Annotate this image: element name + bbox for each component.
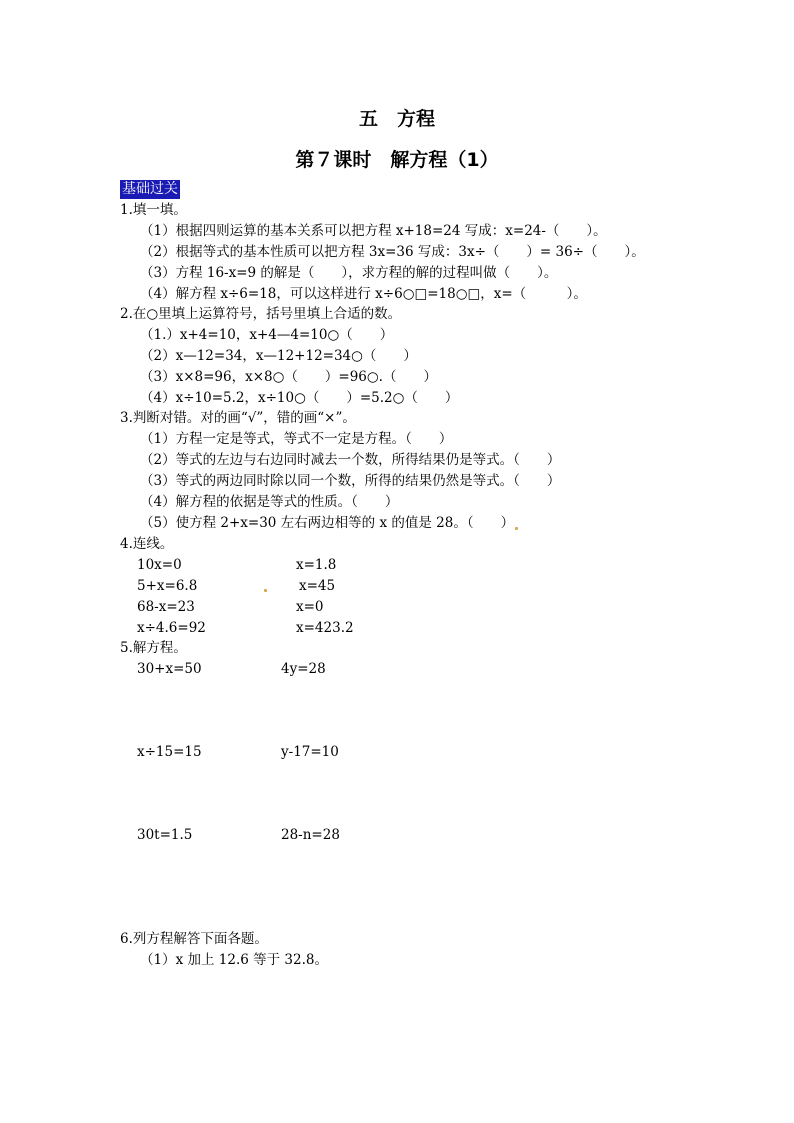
q3-title: 3.判断对错。对的画“√”，错的画“×”。 xyxy=(120,410,356,426)
q3-item: （4）解方程的依据是等式的性质。（ ） xyxy=(140,494,399,510)
q1-item: （3）方程 16-x=9 的解是（ ），求方程的解的过程叫做（ ）。 xyxy=(140,265,558,281)
q5-equation: 28-n=28 xyxy=(281,827,340,843)
q2-item: （1.）x+4=10，x+4—4=10○（ ） xyxy=(140,327,394,343)
q6-title: 6.列方程解答下面各题。 xyxy=(120,931,268,947)
q5-equation: 30+x=50 xyxy=(137,661,202,677)
q3-item: （2）等式的左边与右边同时减去一个数，所得结果仍是等式。（ ） xyxy=(140,452,561,468)
q6-item: （1）x 加上 12.6 等于 32.8。 xyxy=(140,952,328,968)
lesson-title: 第７课时 解方程（1） xyxy=(295,149,499,171)
q5-title: 5.解方程。 xyxy=(120,640,187,656)
section-badge: 基础过关 xyxy=(122,181,178,197)
q2-title: 2.在○里填上运算符号，括号里填上合适的数。 xyxy=(120,306,402,322)
q1-title: 1.填一填。 xyxy=(120,202,187,218)
q2-item: （3）x×8=96，x×8○（ ）=96○.（ ） xyxy=(140,369,437,385)
q4-right-item: x=0 xyxy=(296,599,324,615)
ink-mark xyxy=(515,527,518,530)
q4-right-item: x=1.8 xyxy=(296,557,337,573)
unit-title: 五 方程 xyxy=(358,108,435,130)
q3-item: （3）等式的两边同时除以同一个数，所得的结果仍然是等式。（ ） xyxy=(140,473,561,489)
q4-title: 4.连线。 xyxy=(120,536,174,552)
q3-item: （1）方程一定是等式，等式不一定是方程。（ ） xyxy=(140,431,453,447)
q1-item: （4）解方程 x÷6=18，可以这样进行 x÷6○□=18○□，x=（ ）。 xyxy=(140,286,587,302)
q2-item: （2）x—12=34，x—12+12=34○（ ） xyxy=(140,348,417,364)
q5-equation: x÷15=15 xyxy=(137,744,202,760)
q4-left-item: x÷4.6=92 xyxy=(137,620,206,636)
q4-left-item: 10x=0 xyxy=(137,557,182,573)
q4-right-item: x=423.2 xyxy=(296,620,354,636)
q4-left-item: 5+x=6.8 xyxy=(137,578,198,594)
q5-equation: y-17=10 xyxy=(281,744,339,760)
q2-item: （4）x÷10=5.2，x÷10○（ ）=5.2○（ ） xyxy=(140,390,459,406)
q5-equation: 30t=1.5 xyxy=(137,827,193,843)
q4-right-item: x=45 xyxy=(299,578,336,594)
q1-item: （1）根据四则运算的基本关系可以把方程 x+18=24 写成：x=24-（ ）。 xyxy=(140,223,607,239)
q4-left-item: 68-x=23 xyxy=(137,599,195,615)
q3-item: （5）使方程 2+x=30 左右两边相等的 x 的值是 28。（ ） xyxy=(140,515,515,531)
ink-mark xyxy=(264,589,267,592)
q5-equation: 4y=28 xyxy=(281,661,326,677)
q1-item: （2）根据等式的基本性质可以把方程 3x=36 写成：3x÷（ ）= 36÷（ ）。 xyxy=(140,244,645,260)
